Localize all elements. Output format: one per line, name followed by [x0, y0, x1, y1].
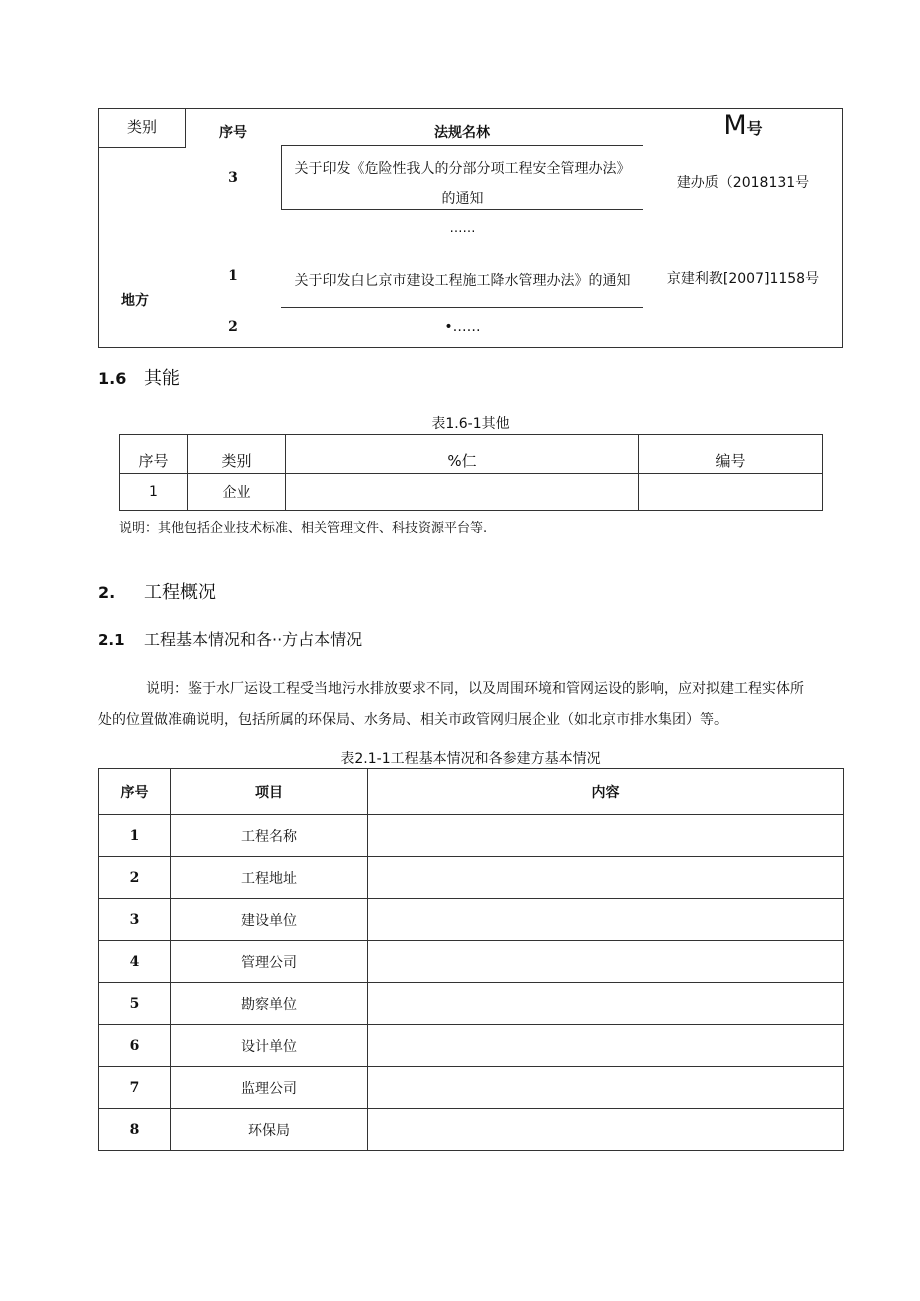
row3-top-line: [281, 145, 643, 146]
table-row: [99, 1025, 844, 1067]
row3-serial: 3: [228, 170, 238, 186]
table-1-6-header-cell: 序号: [120, 435, 188, 474]
table-cell-serial: 4: [99, 941, 171, 983]
table-cell-content: [368, 815, 844, 857]
table-cell: [639, 474, 823, 511]
section-2-heading: [98, 578, 216, 604]
table-2-1-header-cell: 项目: [171, 769, 368, 815]
local2-name: •……: [444, 319, 481, 335]
table-row: [99, 941, 844, 983]
table-row: [99, 899, 844, 941]
section-1-6-title: 其能: [144, 368, 180, 389]
table-row: [99, 1109, 844, 1151]
name-header: 法规名林: [434, 125, 490, 141]
local1-bottom-line: [281, 307, 643, 308]
table-1-6-header-cell: 编号: [639, 435, 823, 474]
table-cell-item: 监理公司: [171, 1067, 368, 1109]
section-2-title: 工程概况: [144, 582, 216, 603]
table-cell-item: 勘察单位: [171, 983, 368, 1025]
number-header-small: 号: [746, 119, 763, 138]
table-cell-item: 设计单位: [171, 1025, 368, 1067]
table-cell-item: 工程地址: [171, 857, 368, 899]
table-2-1-header-row: [99, 769, 844, 815]
local1-name: 关于印发白匕京市建设工程施工降水管理办法》的通知: [294, 273, 631, 289]
section-2-number: 2.: [98, 583, 116, 602]
table-2-1: [98, 768, 844, 1151]
table-1-6-header-row: [120, 435, 823, 474]
table-row: [99, 815, 844, 857]
number-header-big: M: [723, 110, 747, 141]
row3-name-line2: 的通知: [441, 191, 484, 207]
table-cell-item: 环保局: [171, 1109, 368, 1151]
table-1-6: [119, 434, 823, 511]
note-2-1-line2: 处的位置做准确说明，包括所属的环保局、水务局、相关市政管网归展企业（如北京市排水集团）等。: [98, 712, 728, 728]
table-cell-serial: 2: [99, 857, 171, 899]
table-cell-content: [368, 1109, 844, 1151]
table-cell-content: [368, 857, 844, 899]
table-cell-serial: 5: [99, 983, 171, 1025]
table-1-6-header-cell: 类别: [188, 435, 286, 474]
table-row: [99, 857, 844, 899]
table-cell-item: 工程名称: [171, 815, 368, 857]
section-1-6-number: 1.6: [98, 369, 127, 388]
table-cell-content: [368, 899, 844, 941]
table-2-1-header-cell: 序号: [99, 769, 171, 815]
table-row: [99, 983, 844, 1025]
serial-header: 序号: [219, 125, 247, 141]
table-cell-content: [368, 1025, 844, 1067]
table-row: [99, 1067, 844, 1109]
section-2-1-number: 2.1: [98, 631, 125, 649]
row3-number: 建办质（2018131号: [676, 175, 810, 191]
table-cell-content: [368, 941, 844, 983]
note-1-6: 说明：其他包括企业技术标准、相关管理文件、科技资源平台等.: [119, 521, 488, 536]
table-cell-content: [368, 983, 844, 1025]
local1-serial: 1: [228, 268, 238, 284]
table-cell-serial: 1: [99, 815, 171, 857]
section-2-1-title: 工程基本情况和各··方占本情况: [144, 630, 363, 649]
table-cell-serial: 7: [99, 1067, 171, 1109]
note-2-1-line1: 说明：鉴于水厂运设工程受当地污水排放要求不同，以及周围环境和管网运设的影响，应对拟建工程实体所: [146, 681, 804, 697]
table-cell-serial: 8: [99, 1109, 171, 1151]
table-cell-serial: 3: [99, 899, 171, 941]
table-2-1-caption: 表2.1-1工程基本情况和各参建方基本情况: [340, 751, 601, 767]
table-cell: 企业: [188, 474, 286, 511]
table-cell: [286, 474, 639, 511]
table-cell: 1: [120, 474, 188, 511]
row3-bottom-line: [281, 209, 643, 210]
row3-name-line1: 关于印发《危险性我人的分部分项工程安全管理办法》: [294, 161, 631, 177]
table-cell-item: 管理公司: [171, 941, 368, 983]
local2-serial: 2: [228, 319, 238, 335]
category-header: 类别: [126, 118, 157, 136]
section-1-6-heading: [98, 364, 180, 390]
table-cell-serial: 6: [99, 1025, 171, 1067]
ellipsis-row: ……: [449, 221, 476, 236]
table-1-6-caption: 表1.6-1其他: [431, 416, 510, 432]
table-1-6-header-cell: %仁: [286, 435, 639, 474]
section-2-1-heading: [98, 627, 362, 650]
local1-number: 京建利教[2007]1158号: [666, 271, 820, 287]
number-header: [643, 110, 843, 141]
table-cell-item: 建设单位: [171, 899, 368, 941]
table-2-1-header-cell: 内容: [368, 769, 844, 815]
table-row: [120, 474, 823, 511]
category-local: 地方: [121, 293, 149, 309]
table-cell-content: [368, 1067, 844, 1109]
